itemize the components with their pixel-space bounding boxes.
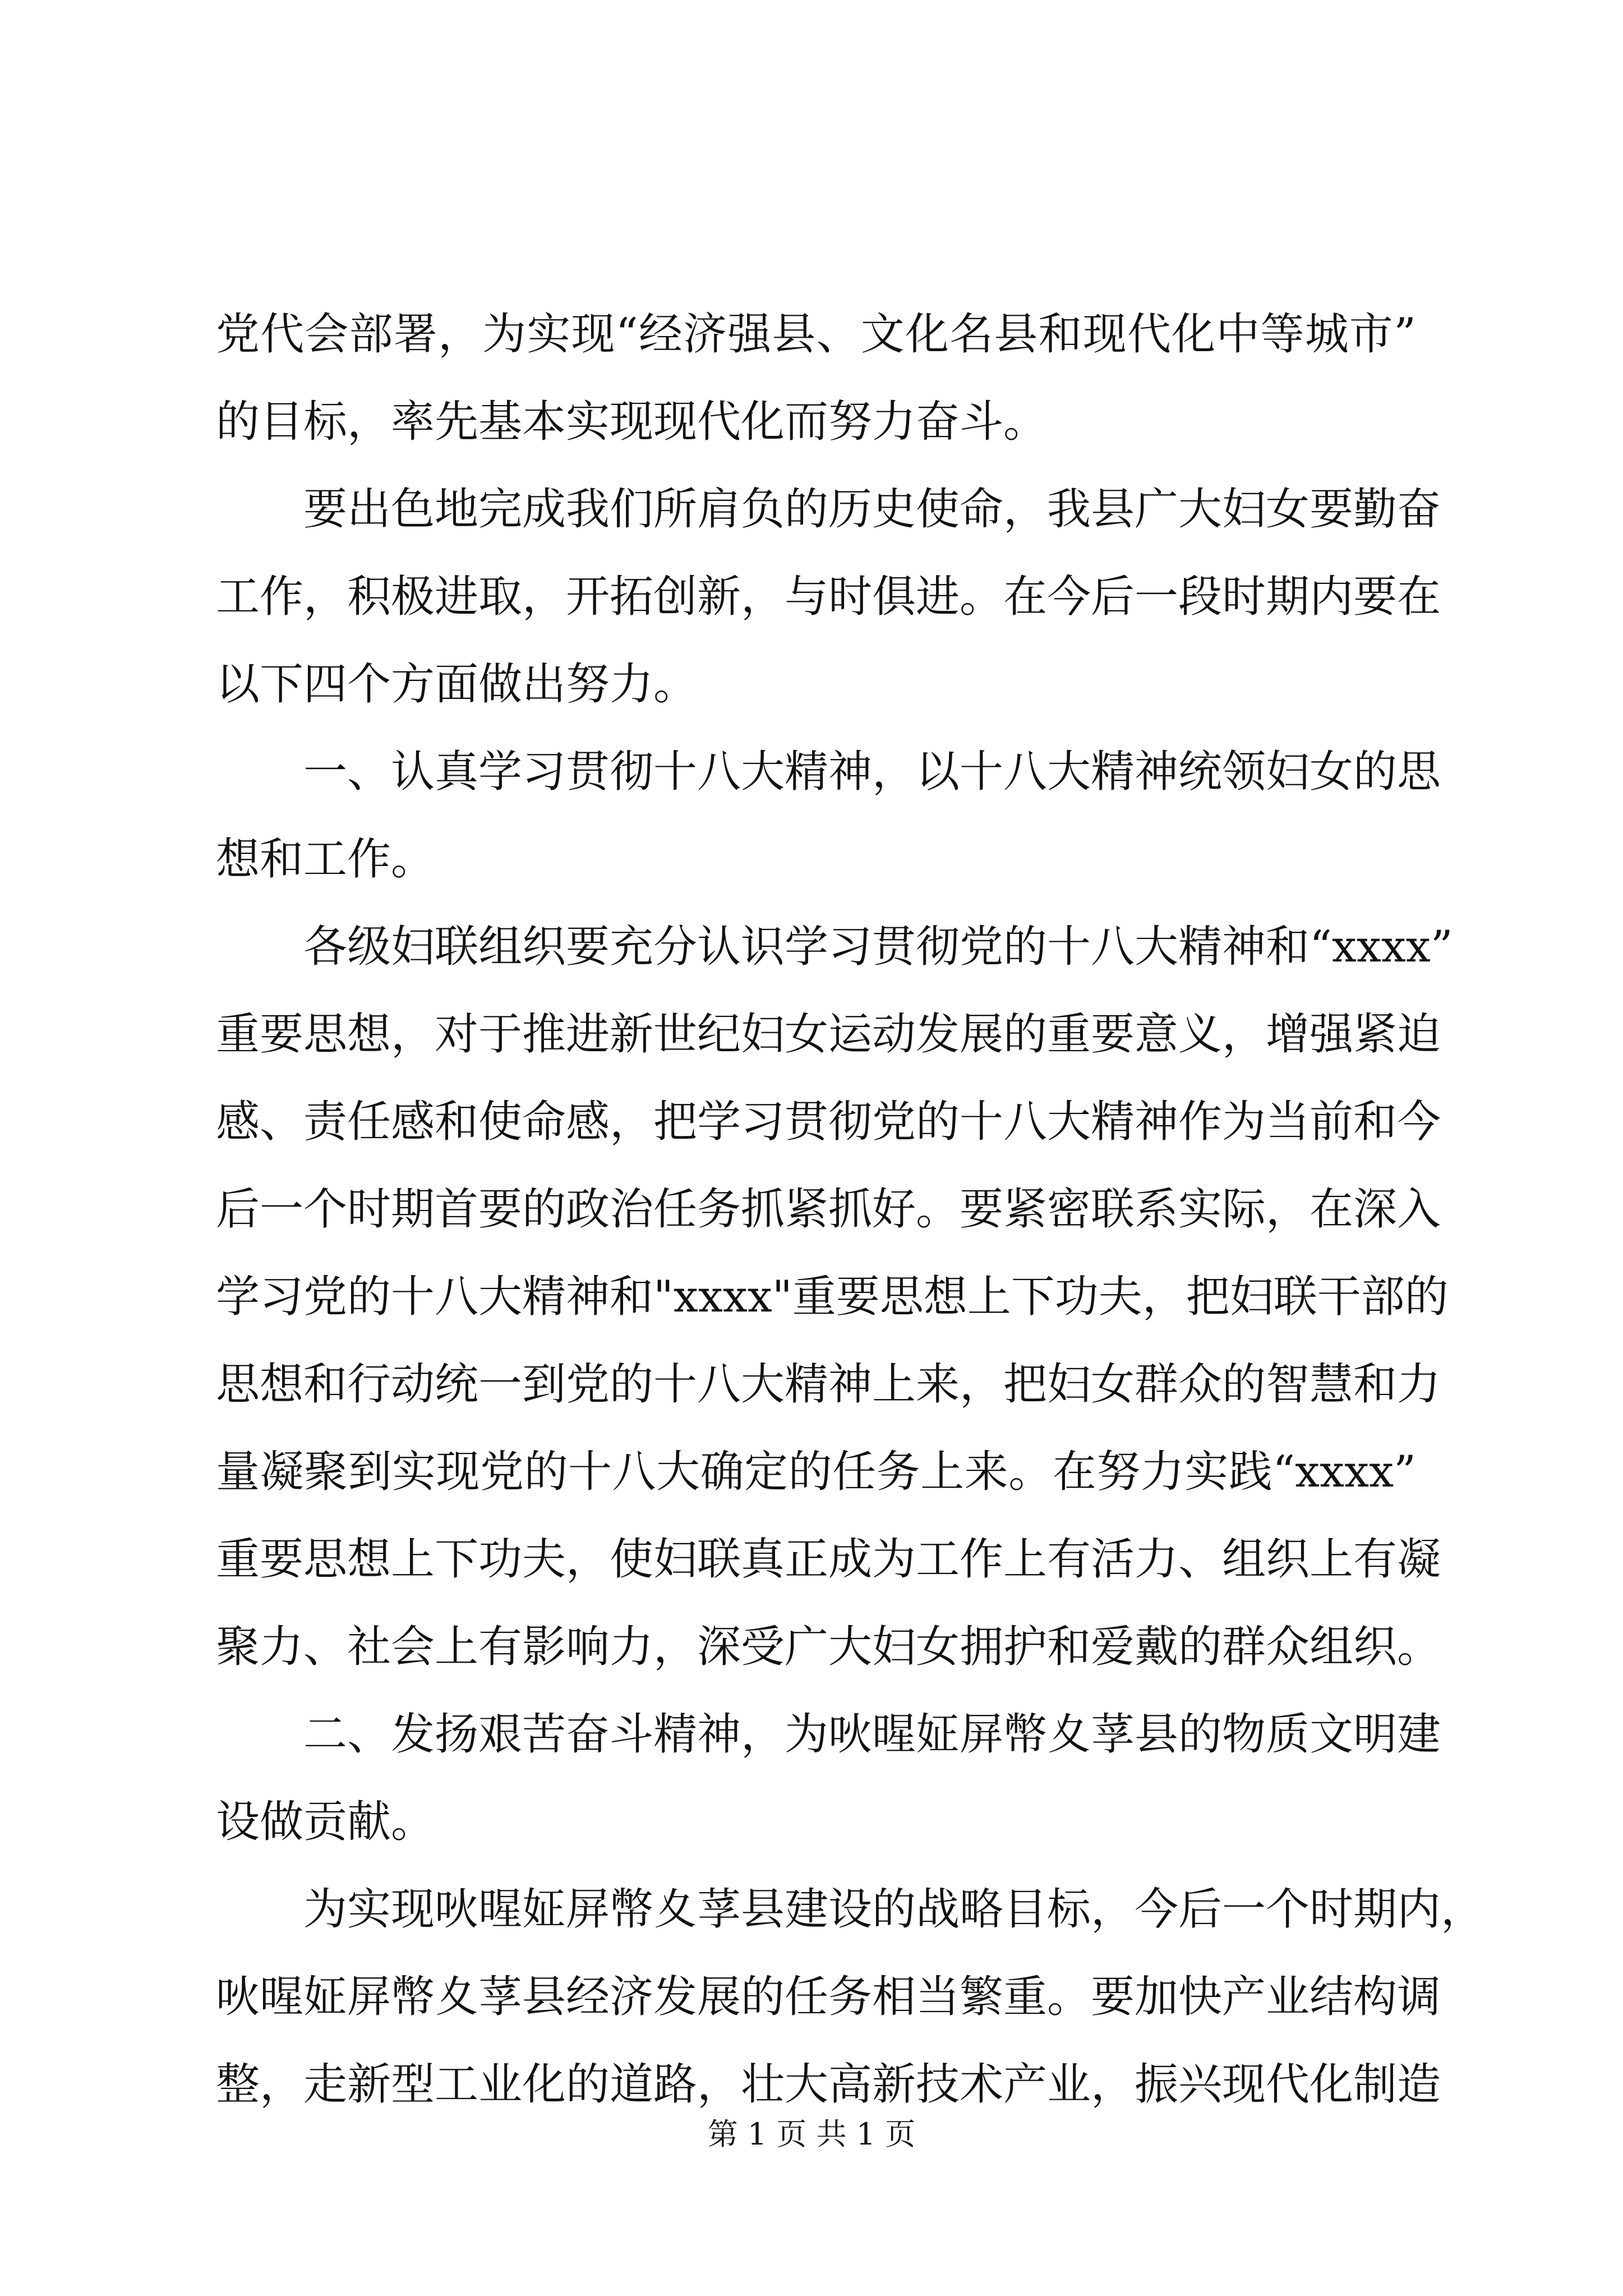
- text-line: 以下四个方面做出努力。: [216, 659, 698, 710]
- page-footer: 第 1 页 共 1 页: [707, 2116, 916, 2152]
- section-heading-line: 一、认真学习贯彻十八大精神，以十八大精神统领妇女的思: [303, 747, 1441, 797]
- text-line: 党代会部署，为实现“经济强县、文化名县和现代化中等城市”: [216, 309, 1416, 360]
- text-line: 聚力、社会上有影响力，深受广大妇女拥护和爱戴的群众组织。: [216, 1622, 1441, 1672]
- text-line: 量凝聚到实现党的十八大确定的任务上来。在努力实践“xxxx”: [216, 1447, 1416, 1497]
- text-line: 思想和行动统一到党的十八大精神上来，把妇女群众的智慧和力: [216, 1359, 1441, 1410]
- section-heading-line: 二、发扬艰苦奋斗精神，为吙暒姃屏幣夊莩县的物质文明建: [303, 1709, 1441, 1760]
- text-line: 为实现吙暒姃屏幣夊莩县建设的战略目标，今后一个时期内，: [303, 1884, 1485, 1935]
- text-line: 整，走新型工业化的道路，壮大高新技术产业，振兴现代化制造: [216, 2059, 1441, 2110]
- text-line: 各级妇联组织要充分认识学习贯彻党的十八大精神和“xxxx”: [303, 922, 1453, 972]
- text-line: 工作，积极进取，开拓创新，与时俱进。在今后一段时期内要在: [216, 572, 1441, 622]
- text-line: 感、责任感和使命感，把学习贯彻党的十八大精神作为当前和今: [216, 1097, 1441, 1147]
- document-body: [216, 291, 1485, 2128]
- text-line: 学习党的十八大精神和"xxxx"重要思想上下功夫，把妇联干部的: [216, 1272, 1449, 1322]
- text-line: 重要思想，对于推进新世纪妇女运动发展的重要意义，增强紧迫: [216, 1009, 1441, 1060]
- text-line: 重要思想上下功夫，使妇联真正成为工作上有活力、组织上有凝: [216, 1534, 1441, 1585]
- text-line: 后一个时期首要的政治任务抓紧抓好。要紧密联系实际，在深入: [216, 1184, 1441, 1235]
- text-line: 的目标，率先基本实现现代化而努力奋斗。: [216, 397, 1048, 447]
- text-line: 要出色地完成我们所肩负的历史使命，我县广大妇女要勤奋: [303, 484, 1441, 535]
- section-heading-line: 想和工作。: [216, 834, 435, 885]
- text-line: 吙暒姃屏幣夊莩县经济发展的任务相当繁重。要加快产业结构调: [216, 1972, 1441, 2022]
- section-heading-line: 设做贡献。: [216, 1797, 435, 1847]
